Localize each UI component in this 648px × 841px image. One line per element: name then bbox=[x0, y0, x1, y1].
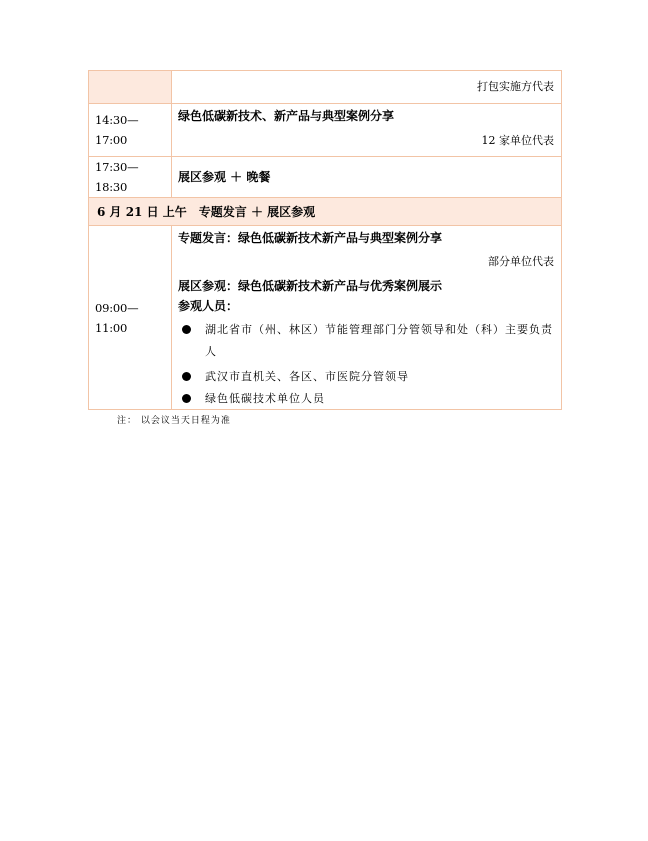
schedule-table bbox=[88, 70, 562, 410]
session-title: 绿色低碳新技术、新产品与典型案例分享 bbox=[178, 109, 395, 123]
bullet-icon bbox=[182, 325, 191, 334]
representative-text: 12 家单位代表 bbox=[481, 134, 554, 147]
time-cell: 09:00—11:00 bbox=[89, 226, 172, 410]
list-item-text: 绿色低碳技术单位人员 bbox=[205, 392, 325, 405]
session-title: 展区参观：绿色低碳新技术新产品与优秀案例展示 bbox=[178, 279, 443, 293]
representative-text: 打包实施方代表 bbox=[477, 80, 554, 93]
day-header-row bbox=[89, 198, 562, 226]
time-cell: 14:30—17:00 bbox=[89, 104, 172, 157]
list-item-text: 湖北省市（州、林区）节能管理部门分管领导和处（科）主要负责人 bbox=[205, 323, 553, 358]
time-cell bbox=[89, 71, 172, 104]
content-cell bbox=[172, 71, 562, 104]
session-title: 专题发言：绿色低碳新技术新产品与典型案例分享 bbox=[178, 231, 443, 245]
attendees-label: 参观人员： bbox=[178, 299, 239, 313]
content-cell bbox=[172, 104, 562, 157]
list-item bbox=[178, 319, 555, 363]
list-item bbox=[178, 367, 555, 387]
content-cell bbox=[172, 226, 562, 410]
bullet-icon bbox=[182, 372, 191, 381]
schedule-row bbox=[89, 157, 562, 198]
day-header: 6 月 21 日 上午 专题发言 ＋ 展区参观 bbox=[89, 198, 562, 226]
list-item bbox=[178, 389, 555, 409]
representative-text: 部分单位代表 bbox=[488, 255, 554, 268]
schedule-row bbox=[89, 226, 562, 410]
bullet-icon bbox=[182, 394, 191, 403]
time-cell: 17:30—18:30 bbox=[89, 157, 172, 198]
schedule-row bbox=[89, 71, 562, 104]
schedule-row bbox=[89, 104, 562, 157]
session-title: 展区参观 ＋ 晚餐 bbox=[172, 157, 562, 198]
footnote: 注： 以会议当天日程为准 bbox=[117, 416, 231, 426]
list-item-text: 武汉市直机关、各区、市医院分管领导 bbox=[205, 370, 409, 383]
